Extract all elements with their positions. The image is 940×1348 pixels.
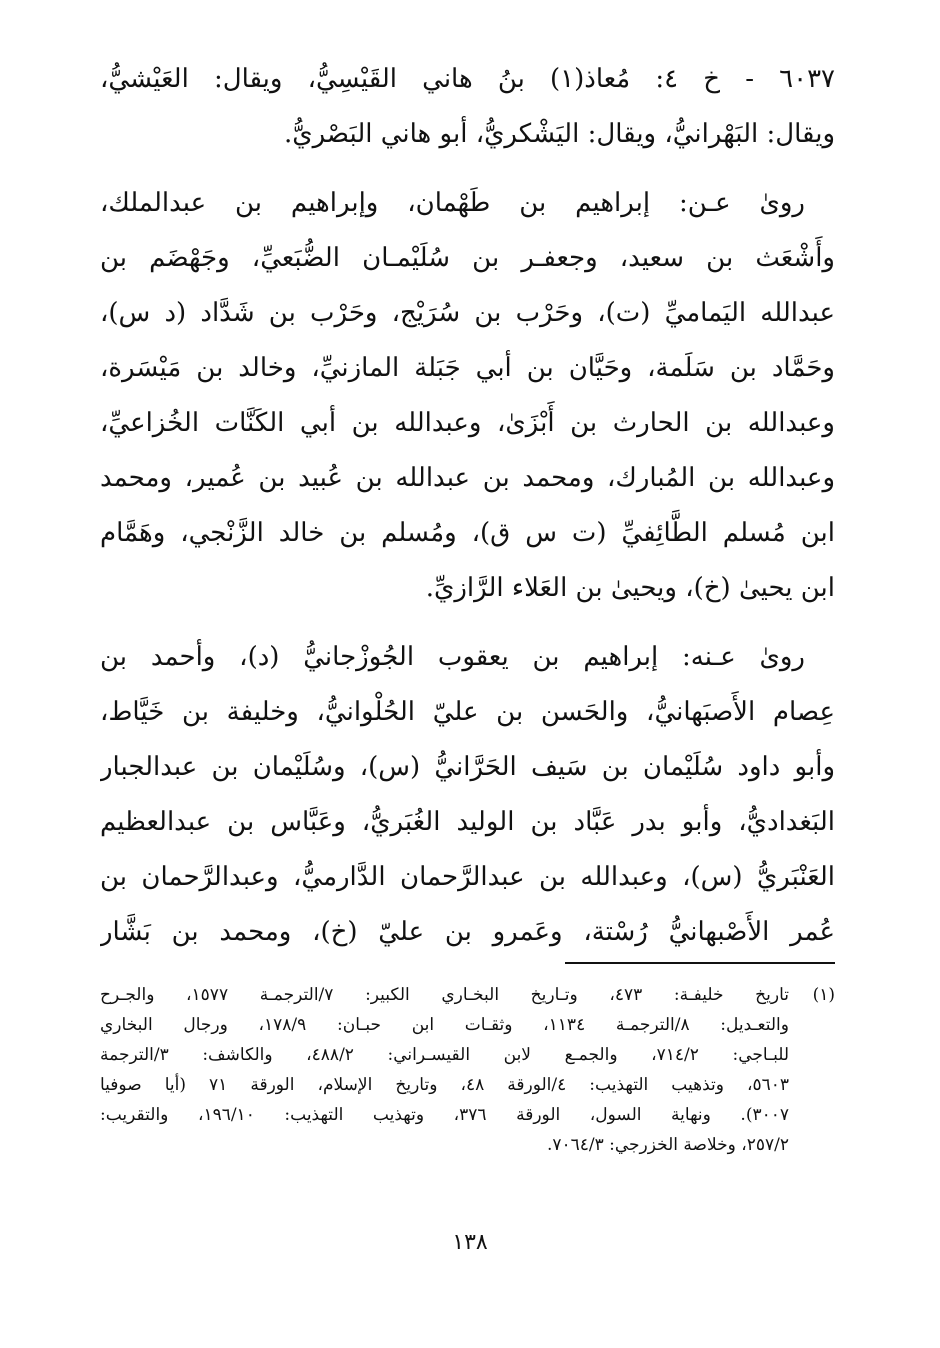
entry-header: [100, 52, 835, 162]
footnote-separator: [565, 962, 835, 964]
entry-header-line: ويقال: البَهْرانيُّ، ويقال: اليَشْكريُّ، أبو هاني البَصْريُّ.: [283, 119, 835, 149]
paragraph-gap: [100, 162, 835, 176]
narrated-from-line: ابن يحيىٰ (خ)، ويحيىٰ بن العَلاء الرَّازيِّ.: [425, 573, 835, 603]
footnote: [100, 980, 835, 1160]
footnote-line: تاريخ خليفـة: ٤٧٣، وتـاريخ البخـاري الكبير: ٧/الترجمـة ١٥٧٧، والجـرح: [100, 985, 789, 1005]
narrated-by-paragraph: [100, 630, 835, 960]
narrated-from-paragraph: [100, 176, 835, 616]
footnote-line: للبـاجي: ٧١٤/٢، والجمـع لابن القيسـراني: ٤٨٨/٢، والكاشف: ٣/الترجمة: [100, 1045, 789, 1065]
narrated-by-line: البَغداديُّ، وأبو بدر عَبَّاد بن الوليد الغُبَريُّ، وعَبَّاس بن عبدالعظيم: [100, 807, 835, 837]
narrated-from-line: روىٰ عـن: إبراهيم بن طَهْمان، وإبراهيم بن عبدالملك،: [100, 188, 805, 218]
narrated-by-line: عُمر الأَصْبهانيُّ رُسْتة، وعَمرو بن عليّ (خ)، ومحمد بن بَشَّار: [100, 917, 835, 947]
entry-header-line: ٦٠٣٧ - خ ٤: مُعاذ(١) بنُ هاني القَيْسِيُّ، ويقال: العَيْشيُّ،: [100, 64, 835, 94]
narrated-from-line: وعبدالله بن المُبارك، ومحمد بن عبدالله بن عُبيد بن عُمير، ومحمد: [100, 463, 835, 493]
footnote-marker: (١): [812, 985, 835, 1005]
narrated-from-line: ابن مُسلم الطَّائِفيِّ (ت س ق)، ومُسلم بن خالد الزَّنْجي، وهَمَّام: [100, 518, 835, 548]
footnote-text: [100, 980, 789, 1160]
paragraph-gap: [100, 616, 835, 630]
footnote-line: ٣٠٠٧). ونهاية السول، الورقة ٣٧٦، وتهذيب التهذيب: ١٩٦/١٠، والتقريب:: [100, 1105, 789, 1125]
narrated-by-line: عِصام الأَصبَهانيُّ، والحَسن بن عليّ الحُلْوانيُّ، وخليفة بن خَيَّاط،: [100, 697, 835, 727]
narrated-from-line: عبدالله اليَماميِّ (ت)، وحَرْب بن سُرَيْج، وحَرْب بن شَدَّاد (د س)،: [100, 298, 835, 328]
footnote-line: ٥٦٠٣، وتذهيب التهذيب: ٤/الورقة ٤٨، وتاريخ الإسلام، الورقة ٧١ (أيا صوفيا: [100, 1075, 789, 1095]
narrated-from-line: وعبدالله بن الحارث بن أَبْزَىٰ، وعبدالله بن أبي الكَنَّات الخُزاعيِّ،: [100, 408, 835, 438]
footnote-line: والتعـديل: ٨/الترجمـة ١١٣٤، وثقـات ابن حبـان: ١٧٨/٩، ورجال البخاري: [100, 1015, 789, 1035]
narrated-from-line: وحَمَّاد بن سَلَمة، وحَيَّان بن أبي جَبَلة المازنيِّ، وخالد بن مَيْسَرة،: [100, 353, 835, 383]
narrated-by-line: روىٰ عـنه: إبراهيم بن يعقوب الجُوزْجانيُّ (د)، وأحمد بن: [100, 642, 805, 672]
narrated-by-line: العَنْبَريُّ (س)، وعبدالله بن عبدالرَّحمان الدَّارميُّ، وعبدالرَّحمان بن: [100, 862, 835, 892]
narrated-by-line: وأبو داود سُلَيْمان بن سَيف الحَرَّانيُّ (س)، وسُلَيْمان بن عبدالجبار: [100, 752, 835, 782]
narrated-from-line: وأَشْعَث بن سعيد، وجعفـر بن سُلَيْمـان الضُّبَعيِّ، وجَهْضَم بن: [100, 243, 835, 273]
biography-entry: [100, 52, 835, 960]
footnote-line: ٢٥٧/٢، وخلاصة الخزرجي: ٧٠٦٤/٣.: [546, 1135, 789, 1155]
page-number: ١٣٨: [452, 1230, 488, 1255]
